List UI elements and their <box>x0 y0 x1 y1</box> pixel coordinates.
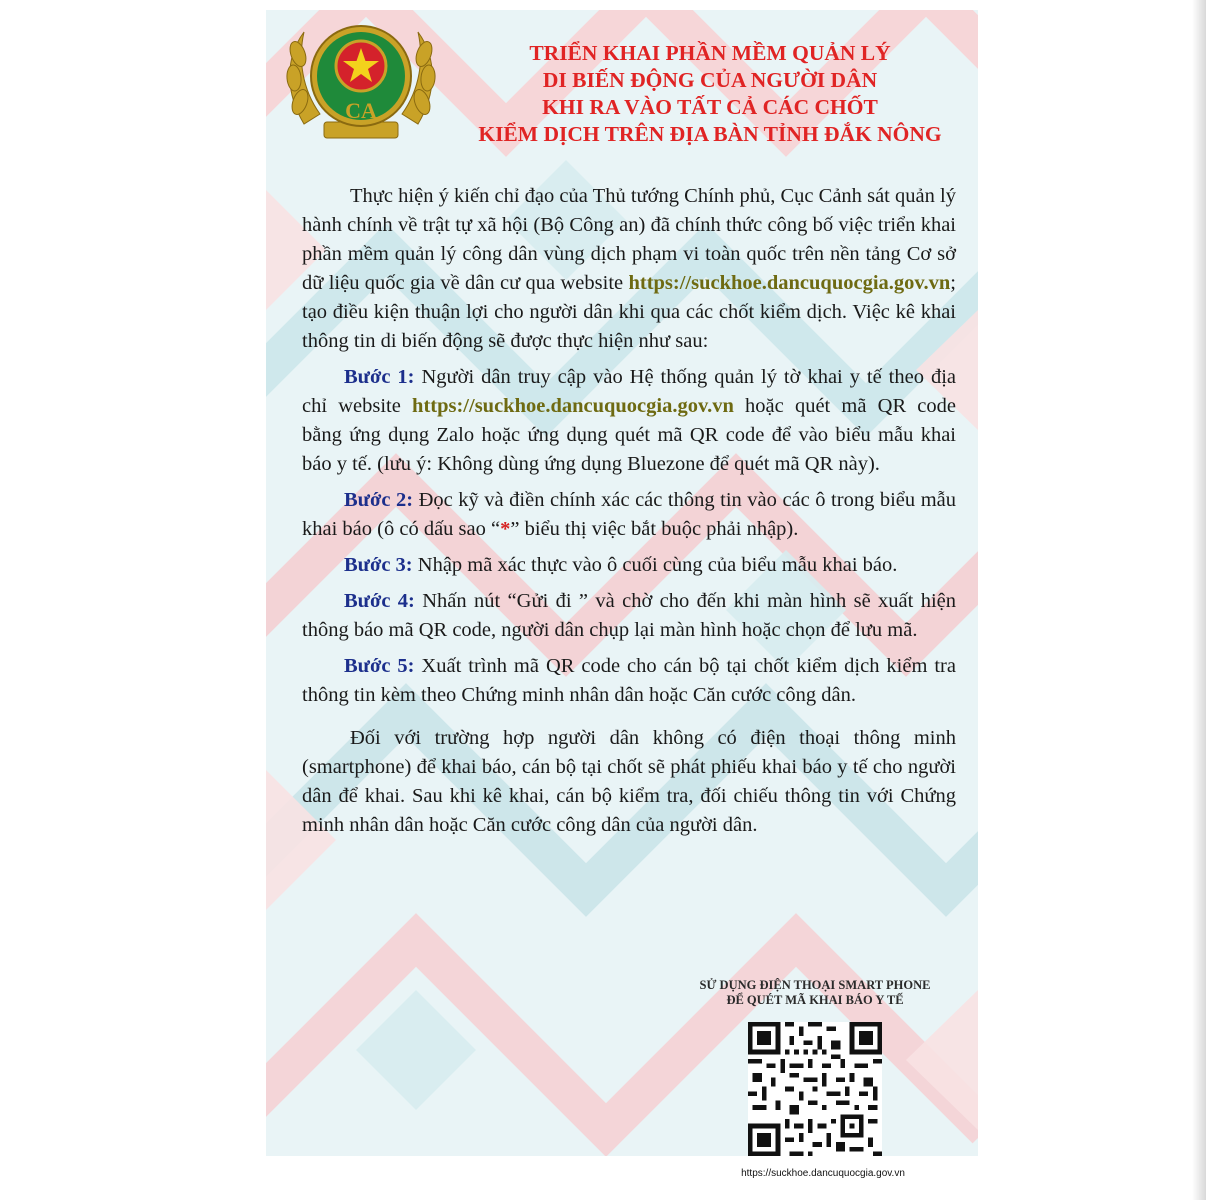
step-3-label: Bước 3: <box>344 554 413 576</box>
step-2-label: Bước 2: <box>344 489 414 511</box>
final-paragraph: Đối với trường hợp người dân không có điện thoại thông minh (smartphone) để khai báo, cán bộ tại chốt sẽ phát phiếu khai báo y tế cho người dân để khai. Sau khi kê khai, cán bộ kiểm tra, đối chiếu thông tin với Chứng minh nhân dân hoặc Căn cước công dân của người dân. <box>302 727 956 836</box>
qr-caption-line-1: SỬ DỤNG ĐIỆN THOẠI SMART PHONE <box>699 978 931 992</box>
step-1-text-end: hoặc quét mã QR code bằng ứng dụng Zalo hoặc ứng dụng quét mã QR code để vào biểu mẫu khai báo y tế. (lưu ý: Không dùng ứng dụng Bluezone để quét mã QR này). <box>302 395 957 475</box>
intro-text: Thực hiện ý kiến chỉ đạo của Thủ tướng Chính phủ, Cục Cảnh sát quản lý hành chính về trật tự xã hội (Bộ Công an) đã chính thức công bố việc triển khai phần mềm quản lý công dân vùng dịch phạm vi toàn quốc trên nền tảng Cơ sở dữ liệu quốc gia về dân cư qua website <box>302 185 956 294</box>
step-2-text-end: ” biểu thị việc bắt buộc phải nhập). <box>510 518 799 540</box>
title-line-3: KHI RA VÀO TẤT CẢ CÁC CHỐT <box>542 95 878 119</box>
title-line-4: KIỂM DỊCH TRÊN ĐỊA BÀN TỈNH ĐẮK NÔNG <box>478 122 942 146</box>
step-5-text: Xuất trình mã QR code cho cán bộ tại chốt kiểm dịch kiểm tra thông tin kèm theo Chứng minh nhân dân hoặc Căn cước công dân. <box>302 655 956 706</box>
title-line-2: DI BIẾN ĐỘNG CỦA NGƯỜI DÂN <box>542 68 878 92</box>
police-emblem-logo <box>276 14 446 144</box>
step-1-website-link[interactable]: https://suckhoe.dancuquocgia.gov.vn <box>412 395 734 417</box>
step-4 <box>302 587 956 645</box>
step-5-label: Bước 5: <box>344 655 415 677</box>
page-edge-shadow <box>1192 0 1206 1200</box>
intro-website-link[interactable]: https://suckhoe.dancuquocgia.gov.vn <box>628 272 951 294</box>
intro-paragraph <box>302 182 956 356</box>
document-body <box>302 182 956 840</box>
qr-url-caption: https://suckhoe.dancuquocgia.gov.vn <box>741 1168 905 1179</box>
step-2-text: Đọc kỹ và điền chính xác các thông tin vào các ô trong biểu mẫu khai báo (ô có dấu sao “ <box>302 489 956 540</box>
title-line-1: TRIỂN KHAI PHẦN MỀM QUẢN LÝ <box>529 41 891 65</box>
step-1-label: Bước 1: <box>344 366 415 388</box>
required-star: * <box>500 518 511 540</box>
svg-text:CA: CA <box>345 98 377 123</box>
page-title <box>452 40 968 148</box>
step-3 <box>302 551 956 580</box>
step-2 <box>302 486 956 544</box>
step-5 <box>302 652 956 710</box>
step-1 <box>302 363 956 479</box>
step-3-text: Nhập mã xác thực vào ô cuối cùng của biểu mẫu khai báo. <box>412 554 898 576</box>
qr-caption-line-2: ĐỂ QUÉT MÃ KHAI BÁO Y TẾ <box>726 993 904 1007</box>
qr-caption <box>668 978 962 1008</box>
step-1-text: Người dân truy cập vào Hệ thống quản lý tờ khai y tế theo địa chỉ website <box>302 366 956 417</box>
step-4-label: Bước 4: <box>344 590 415 612</box>
intro-text-end: ; tạo điều kiện thuận lợi cho người dân khi qua các chốt kiểm dịch. Việc kê khai thông tin di biến động sẽ được thực hiện như sau: <box>302 272 956 352</box>
qr-code[interactable] <box>748 1022 882 1156</box>
step-4-text: Nhấn nút “Gửi đi ” và chờ cho đến khi màn hình sẽ xuất hiện thông báo mã QR code, người dân chụp lại màn hình hoặc chọn để lưu mã. <box>302 590 956 641</box>
